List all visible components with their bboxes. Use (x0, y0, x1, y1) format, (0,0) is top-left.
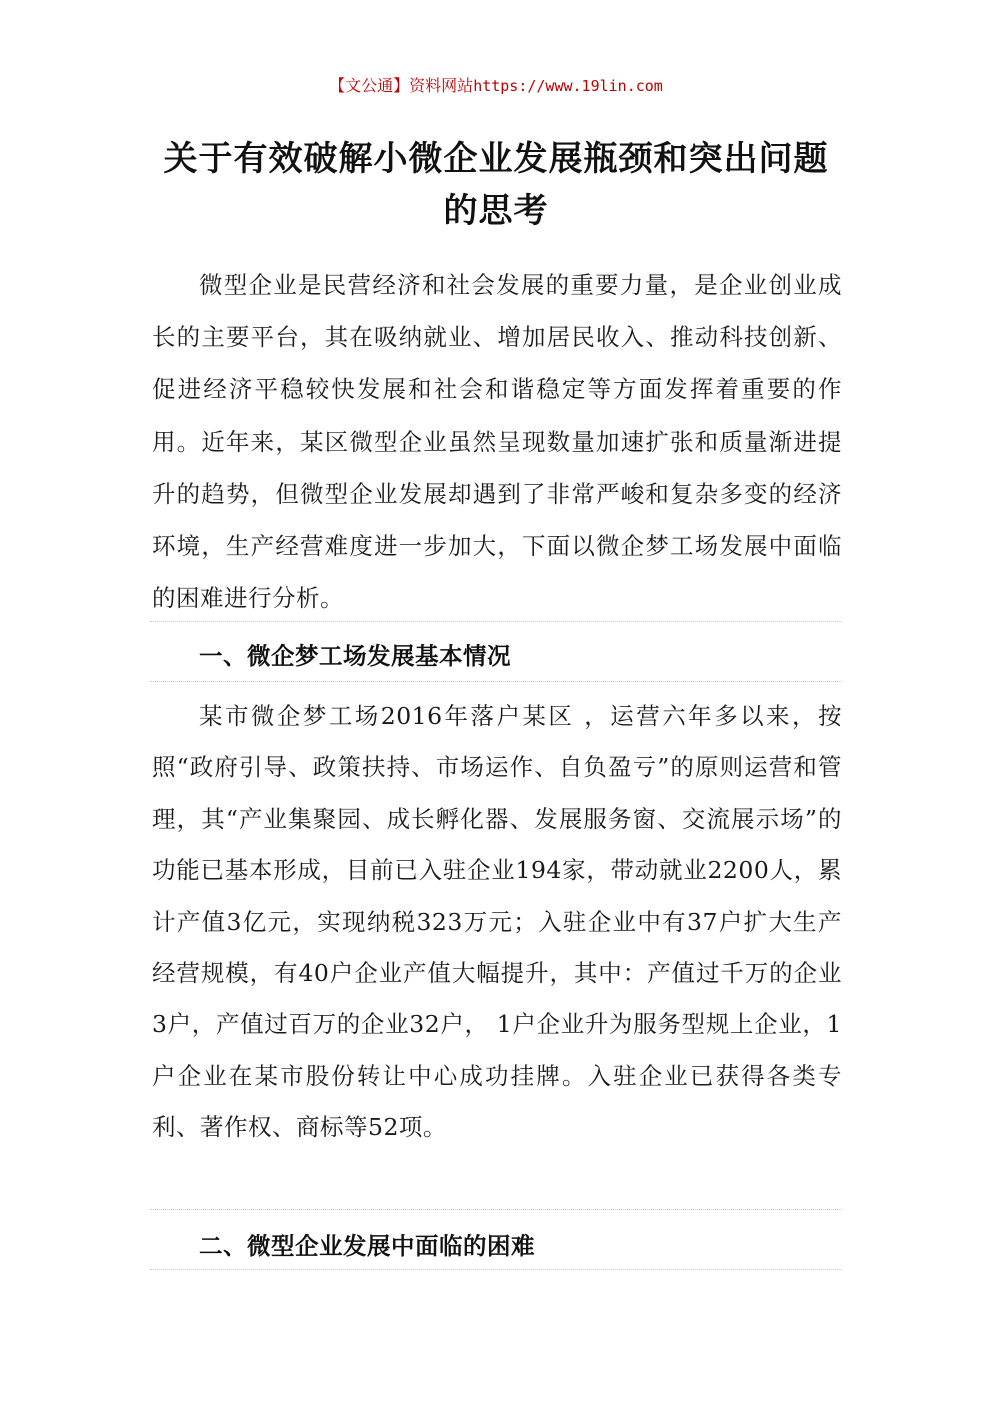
section-heading-difficulties: 二、微型企业发展中面临的困难 (199, 1232, 535, 1260)
document-title: 关于有效破解小微企业发展瓶颈和突出问题的思考 (163, 139, 829, 231)
header-brand: 【文公通】 (329, 76, 410, 95)
section-divider (150, 1209, 842, 1210)
section-divider (150, 1269, 842, 1270)
section-divider (150, 621, 842, 622)
section-divider (150, 681, 842, 682)
page-header (0, 74, 992, 98)
header-site-label: 资料网站 (409, 76, 474, 95)
section-heading-basic-situation: 一、微企梦工场发展基本情况 (199, 642, 511, 670)
intro-paragraph: 微型企业是民营经济和社会发展的重要力量，是企业创业成长的主要平台，其在吸纳就业、增加居民收入、推动科技创新、促进经济平稳较快发展和社会和谐稳定等方面发挥着重要的作用。近年来，某区微型企业虽然呈现数量加速扩张和质量渐进提升的趋势，但微型企业发展却遇到了非常严峻和复杂多变的经济环境，生产经营难度进一步加大，下面以微企梦工场发展中面临的困难进行分析。 (152, 271, 842, 613)
basic-situation-paragraph: 某市微企梦工场2016年落户某区 ，运营六年多以来，按照“政府引导、政策扶持、市场运作、自负盈亏”的原则运营和管理，其“产业集聚园、成长孵化器、发展服务窗、交流展示场”的功能已基本形成，目前已入驻企业194家，带动就业2200人，累计产值3亿元，实现纳税323万元；入驻企业中有37户扩大生产经营规模，有40户企业产值大幅提升，其中：产值过千万的企业3户，产值过百万的企业32户， 1户企业升为服务型规上企业，1户企业在某市股份转让中心成功挂牌。入驻企业已获得各类专利、著作权、商标等52项。 (152, 702, 842, 1142)
header-site-url[interactable]: https://www.19lin.com (473, 77, 663, 95)
